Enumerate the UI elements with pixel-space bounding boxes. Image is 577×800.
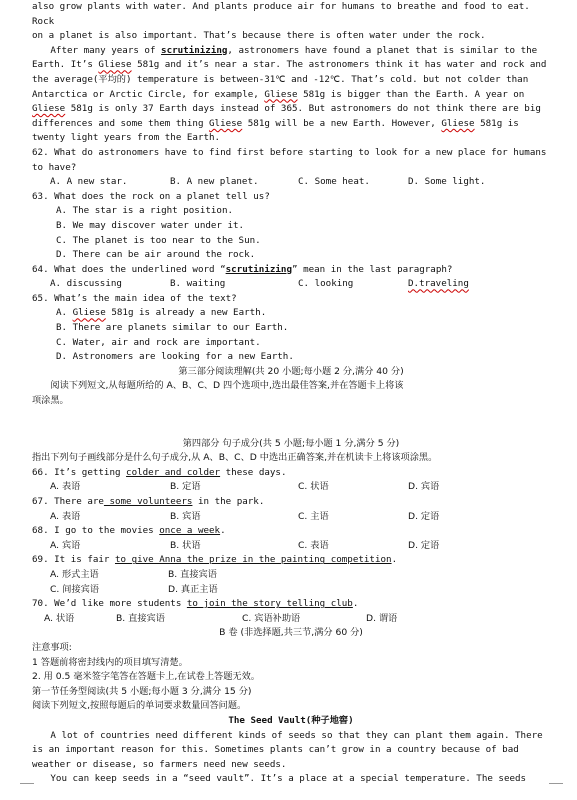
question-69-options-row1 xyxy=(32,568,550,583)
question-66: 66. It’s getting colder and colder these days. xyxy=(32,466,287,478)
option[interactable]: C. Water, air and rock are important. xyxy=(56,336,261,348)
option[interactable]: C. 表语 xyxy=(298,539,329,551)
option[interactable]: B. 宾语 xyxy=(170,510,201,522)
option[interactable]: D. 定语 xyxy=(408,539,440,551)
part3-title: 第三部分阅读理解(共 20 小题;每小题 2 分,满分 40 分) xyxy=(178,365,404,377)
question-65: 65. What’s the main idea of the text? xyxy=(32,292,237,304)
question-67-options xyxy=(32,510,550,525)
question-70-options xyxy=(32,612,550,627)
option[interactable]: A. 表语 xyxy=(50,510,81,522)
passage-title: The Seed Vault(种子地窖) xyxy=(228,714,354,726)
option[interactable]: B. 直接宾语 xyxy=(168,568,217,580)
question-62-options xyxy=(32,175,550,190)
passage-paragraph: You can keep seeds in a “seed vault”. It’s a place at a special temperature. The seeds xyxy=(50,773,527,785)
passage-line: also grow plants with water. And plants produce air for humans to breathe and food to eat. Rock xyxy=(32,1,530,27)
option[interactable]: D. 宾语 xyxy=(408,481,440,493)
exam-page xyxy=(32,0,550,787)
option[interactable]: B. We may discover water under it. xyxy=(56,219,245,231)
option[interactable]: A. 形式主语 xyxy=(50,568,99,580)
option[interactable]: B. 直接宾语 xyxy=(116,612,165,624)
passage-line: on a planet is also important. That’s because there is often water under the rock. xyxy=(32,30,486,42)
notes-title: 注意事项: xyxy=(32,641,72,653)
option[interactable]: B. A new planet. xyxy=(170,176,259,188)
option[interactable]: B. 状语 xyxy=(170,539,201,551)
section-1-title: 第一节任务型阅读(共 5 小题;每小题 3 分,满分 15 分) xyxy=(32,685,252,697)
underlined-word: scrutinizing xyxy=(161,44,228,56)
option[interactable]: B. 定语 xyxy=(170,481,201,493)
section-1-instructions: 阅读下列短文,按照每题后的单词要求数量回答问题。 xyxy=(32,700,247,712)
option[interactable]: A. 状语 xyxy=(44,612,75,624)
option[interactable]: C. 宾语补助语 xyxy=(242,612,301,624)
option[interactable]: A. The star is a right position. xyxy=(56,205,234,217)
question-70: 70. We’d like more students to join the story telling club. xyxy=(32,598,359,610)
option[interactable]: D. There can be air around the rock. xyxy=(56,249,256,261)
part4-title: 第四部分 句子成分(共 5 小题;每小题 1 分,满分 5 分) xyxy=(182,437,400,449)
option[interactable]: A. 宾语 xyxy=(50,539,81,551)
blank-gap xyxy=(32,409,550,437)
question-69-options-row2 xyxy=(32,583,550,598)
question-64: 64. What does the underlined word “scrutinizing” mean in the last paragraph? xyxy=(32,263,453,275)
option[interactable]: A. Gliese 581g is already a new Earth. xyxy=(56,307,267,319)
option[interactable]: C. 状语 xyxy=(298,481,329,493)
option[interactable]: A. discussing xyxy=(50,278,122,290)
option[interactable]: C. 间接宾语 xyxy=(50,583,100,595)
option[interactable]: C. looking xyxy=(298,278,354,290)
note-item: 1 答题前将密封线内的项目填写清楚。 xyxy=(32,656,188,668)
option[interactable]: A. A new star. xyxy=(50,176,128,188)
option[interactable]: B. There are planets similar to our Earth. xyxy=(56,322,289,334)
option[interactable]: C. 主语 xyxy=(298,510,329,522)
question-69: 69. It is fair to give Anna the prize in the painting competition. xyxy=(32,554,398,566)
option[interactable]: D. 谓语 xyxy=(366,612,398,624)
option[interactable]: A. 表语 xyxy=(50,481,81,493)
question-64-options xyxy=(32,277,550,292)
option[interactable]: D. 真正主语 xyxy=(168,583,218,595)
option[interactable]: D. Astronomers are looking for a new Earth. xyxy=(56,351,294,363)
question-66-options xyxy=(32,480,550,495)
volume-b-title: B 卷 (非选择题,共三节,满分 60 分) xyxy=(219,627,363,639)
note-item: 2. 用 0.5 毫米签字笔答在答题卡上,在试卷上答题无效。 xyxy=(32,671,260,683)
question-63: 63. What does the rock on a planet tell us? xyxy=(32,190,270,202)
part4-instructions: 指出下列句子画线部分是什么句子成分,从 A、B、C、D 中选出正确答案,并在机读卡上将该项涂黑。 xyxy=(32,452,438,464)
option[interactable]: D. Some light. xyxy=(408,176,486,188)
passage-paragraph: A lot of countries need different kinds of seeds so that they can plant them again. There is an important reason for this. Sometimes plants can’t grow in a country because of bad weather or disease, so farmers need new seeds. xyxy=(32,729,543,770)
option[interactable]: C. Some heat. xyxy=(298,176,370,188)
option[interactable]: B. waiting xyxy=(170,278,226,290)
part3-instructions-cont: 项涂黑。 xyxy=(32,395,69,407)
passage-paragraph: After many years of scrutinizing, astronomers have found a planet that is similar to the Earth. It’s Gliese 581g and it’s near a star. The astronomers think it has water and rock and the average(平均的) temperature is between-31℃ and -12℃. That’s cold. but not colder than Antarctica or Arctic Circle, for example, Gliese 581g is bigger than the Earth. A year on Gliese 581g is only 37 Earth days instead of 365. But astronomers do not think there are big differences and some them thing Gliese 581g will be a new Earth. However, Gliese 581g is twenty light years from the Earth. xyxy=(32,44,547,144)
question-68-options xyxy=(32,539,550,554)
question-67: 67. There are some volunteers in the park. xyxy=(32,496,265,507)
question-62: 62. What do astronomers have to find first before starting to look for a new place for humans to have? xyxy=(32,146,547,173)
option[interactable]: D. 定语 xyxy=(408,510,440,522)
option[interactable]: C. The planet is too near to the Sun. xyxy=(56,234,261,246)
part3-instructions: 阅读下列短文,从每题所给的 A、B、C、D 四个选项中,选出最佳答案,并在答题卡上将该 xyxy=(50,380,404,392)
option[interactable]: D.traveling xyxy=(408,278,469,290)
crop-mark-bottom-right xyxy=(549,783,563,798)
question-68: 68. I go to the movies once a week. xyxy=(32,525,226,537)
